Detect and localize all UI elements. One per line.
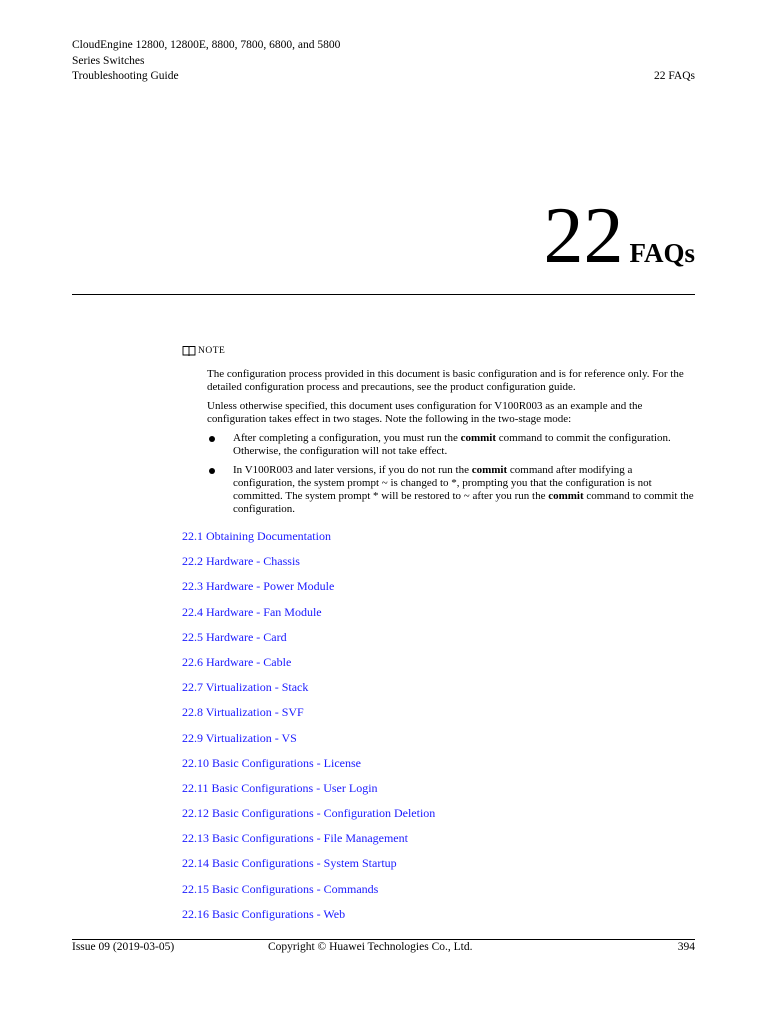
toc-item (182, 703, 435, 728)
page-header (72, 38, 695, 85)
toc-item (182, 829, 435, 854)
toc-item (182, 653, 435, 678)
chapter-title: FAQs (629, 238, 695, 268)
footer-page-number: 394 (677, 941, 695, 953)
toc-link-22-15[interactable]: 22.15 Basic Configurations - Commands (182, 881, 379, 896)
toc-item (182, 880, 435, 905)
toc-item (182, 552, 435, 577)
bullet-2-text-middle: command after modifying a configuration, the system prompt ~ is changed to *, prompting you that the configuration is not committed. The system prompt * will be restored to ~ after you run the (233, 464, 652, 502)
toc-link-22-12[interactable]: 22.12 Basic Configurations - Configuration Deletion (182, 806, 436, 821)
bullet-2-command: commit (471, 464, 508, 476)
note-body (207, 368, 697, 522)
note-label (182, 345, 225, 356)
note-paragraph-2: Unless otherwise specified, this document uses configuration for V100R003 as an example and the configuration takes effect in two stages. Note the following in the two-stage mode: (207, 400, 643, 425)
toc-link-22-8[interactable]: 22.8 Virtualization - SVF (182, 705, 304, 720)
header-chapter-ref: 22 FAQs (653, 70, 695, 82)
section-toc (182, 527, 435, 930)
toc-link-22-1[interactable]: 22.1 Obtaining Documentation (182, 529, 331, 543)
toc-link-22-13[interactable]: 22.13 Basic Configurations - File Management (182, 831, 408, 846)
toc-item (182, 527, 435, 552)
toc-link-22-16[interactable]: 22.16 Basic Configurations - Web (182, 906, 346, 921)
header-product-line2: Series Switches (72, 54, 145, 67)
toc-link-22-4[interactable]: 22.4 Hardware - Fan Module (182, 604, 322, 619)
header-doc-title: Troubleshooting Guide (72, 70, 179, 82)
toc-item (182, 804, 435, 829)
note-bullet-1 (207, 432, 697, 458)
toc-item (182, 854, 435, 879)
footer-copyright: Copyright © Huawei Technologies Co., Ltd. (268, 941, 473, 953)
bullet-dot-icon (209, 468, 215, 474)
toc-item (182, 678, 435, 703)
toc-link-22-10[interactable]: 22.10 Basic Configurations - License (182, 755, 361, 770)
toc-item (182, 905, 435, 930)
bullet-2-text-before: In V100R003 and later versions, if you do not run the (233, 464, 472, 476)
toc-item (182, 754, 435, 779)
chapter-heading (543, 192, 696, 280)
toc-link-22-7[interactable]: 22.7 Virtualization - Stack (182, 680, 309, 695)
note-bullet-list (207, 432, 697, 516)
header-product-line1: CloudEngine 12800, 12800E, 8800, 7800, 6800, and 5800 (72, 39, 341, 51)
footer-issue: Issue 09 (2019-03-05) (72, 941, 175, 953)
toc-item (182, 779, 435, 804)
toc-link-22-11[interactable]: 22.11 Basic Configurations - User Login (182, 780, 378, 795)
toc-link-22-5[interactable]: 22.5 Hardware - Card (182, 629, 287, 644)
toc-item (182, 729, 435, 754)
bullet-1-text-after: command to commit the configuration. Otherwise, the configuration will not take effect. (233, 432, 671, 457)
note-bullet-2 (207, 464, 697, 516)
bullet-dot-icon (209, 436, 215, 442)
note-paragraph-1: The configuration process provided in this document is basic configuration and is for reference only. For the detailed configuration process and precautions, see the product configuration guide. (207, 368, 684, 393)
toc-item (182, 577, 435, 602)
chapter-number: 22 (543, 192, 624, 280)
book-icon (182, 345, 196, 356)
footer-divider (72, 939, 695, 940)
toc-item (182, 603, 435, 628)
bullet-1-text-before: After completing a configuration, you must run the (233, 432, 461, 444)
toc-link-22-6[interactable]: 22.6 Hardware - Cable (182, 654, 292, 669)
bullet-1-command: commit (460, 432, 497, 444)
note-label-text: NOTE (198, 345, 226, 356)
chapter-divider (72, 294, 695, 295)
toc-link-22-9[interactable]: 22.9 Virtualization - VS (182, 730, 297, 745)
bullet-2-text-after: command to commit the configuration. (233, 490, 694, 515)
bullet-2-command-2: commit (548, 490, 584, 502)
toc-link-22-3[interactable]: 22.3 Hardware - Power Module (182, 579, 335, 594)
toc-link-22-2[interactable]: 22.2 Hardware - Chassis (182, 554, 300, 569)
toc-item (182, 628, 435, 653)
toc-link-22-14[interactable]: 22.14 Basic Configurations - System Startup (182, 856, 397, 871)
